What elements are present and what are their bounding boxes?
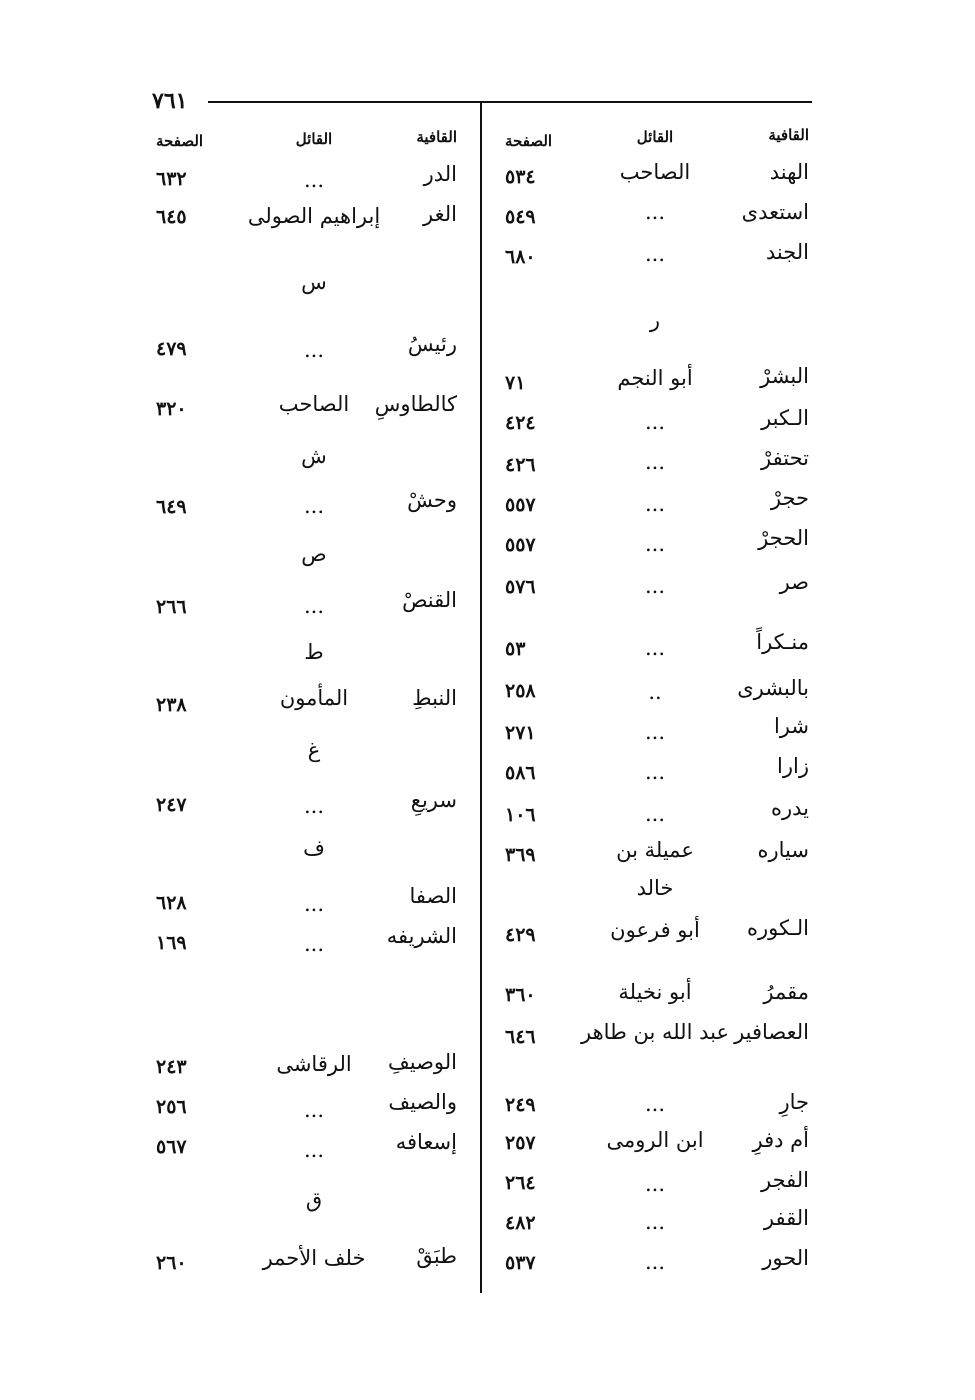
rhyme-word: رئيسُ [407,332,457,356]
poet-name: المأمون [279,686,349,710]
page-ref: ٢٤٧ [156,794,187,816]
page-ref: ٦٣٢ [156,168,187,190]
poet-name: ... [644,450,666,474]
page-ref: ٤٢٤ [505,412,536,434]
poet-name: ... [644,574,666,598]
poet-name: .. [648,680,662,704]
page-ref: ٥٤٩ [505,206,536,228]
column-divider [480,103,482,1293]
page-ref: ٥٧٦ [505,576,536,598]
page-ref: ٢٣٨ [156,694,187,716]
poet-name: ... [644,1210,666,1234]
rhyme-word: الشريفه [386,924,457,948]
rhyme-word: حجرْ [770,486,809,510]
poet-name: عميلة بن [616,838,694,862]
page-ref: ٣٦٩ [505,844,536,866]
poet-name: ... [303,1138,325,1162]
rhyme-word: البشرْ [760,364,809,388]
page-ref: ٦٢٨ [156,892,187,914]
poet-name: خلف الأحمر [262,1246,366,1270]
page-ref: ١٦٩ [156,932,187,954]
poet-name: ... [644,1092,666,1116]
poet-name: الصاحب [619,160,691,184]
rhyme-word: منـكراً [756,630,809,654]
section-letter: ق [305,1188,323,1212]
rhyme-word: جارِ [779,1090,809,1114]
right-header-qafiya: القافية [768,126,809,144]
rhyme-word: والصيف [388,1090,457,1114]
section-letter: ر [649,308,661,332]
poet-name: ... [303,794,325,818]
page-ref: ٤٢٦ [505,454,536,476]
page-ref: ٦٤٩ [156,496,187,518]
poet-name: ... [303,338,325,362]
poet-name: ... [644,532,666,556]
poet-name: ... [644,1250,666,1274]
page-ref: ١٠٦ [505,804,536,826]
rhyme-word: زارا [777,754,809,778]
rhyme-word: استعدى [741,200,809,224]
poet-name-continued: خالد [636,876,674,900]
poet-name: الصاحب [278,392,350,416]
rhyme-word: القنصْ [402,588,457,612]
page-ref: ٢٤٩ [505,1094,536,1116]
page-ref: ٤٢٩ [505,924,536,946]
page-ref: ٦٤٦ [505,1026,536,1048]
rhyme-word: الصفا [409,884,457,908]
rhyme-word: الحجرْ [758,526,809,550]
page-ref: ٧١ [505,372,526,394]
poet-name: ... [303,1098,325,1122]
page-ref: ٢٤٣ [156,1056,187,1078]
page-ref: ٢٥٦ [156,1096,187,1118]
rhyme-word: الجند [765,240,809,264]
rhyme-word: وحشْ [407,488,457,512]
page-ref: ٢٥٨ [505,680,536,702]
poet-name: ... [644,720,666,744]
poet-name: عبد الله بن طاهر [581,1020,729,1044]
poet-name: ... [303,594,325,618]
page-number: ٧٦١ [152,88,188,114]
page-ref: ٦٤٥ [156,206,187,228]
poet-name: ... [644,802,666,826]
page-ref: ٥٦٧ [156,1136,187,1158]
rhyme-word: أم دفرِ [752,1128,809,1152]
page-ref: ٦٨٠ [505,246,536,268]
rhyme-word: كالطاوسِ [374,392,457,416]
right-header-safha: الصفحة [505,132,553,150]
page-ref: ٥٨٦ [505,762,536,784]
page-ref: ٥٣٧ [505,1252,536,1274]
page-ref: ٢٥٧ [505,1132,536,1154]
poet-name: أبو النجم [617,366,693,390]
rhyme-word: مقمرُ [763,980,809,1004]
poet-name: ... [303,494,325,518]
poet-name: ... [303,892,325,916]
rhyme-word: الدر [423,162,457,186]
left-header-qafiya: القافية [416,128,457,146]
rhyme-word: شرا [773,714,809,738]
section-letter: س [301,270,327,294]
rhyme-word: بالبشرى [737,676,809,700]
rhyme-word: الغر [423,202,457,226]
page-ref: ٥٥٧ [505,534,536,556]
rhyme-word: إسعافه [395,1130,457,1154]
poet-name: ... [303,932,325,956]
rhyme-word: الوصيفِ [388,1050,457,1074]
right-header-qail: القائل [636,128,674,146]
rhyme-word: الـكوره [747,916,809,940]
rhyme-word: تحتفرْ [761,446,809,470]
poet-name: إبراهيم الصولى [247,204,381,228]
left-header-safha: الصفحة [156,132,204,150]
poet-name: الرقاشى [276,1052,352,1076]
poet-name: ... [644,242,666,266]
rhyme-word: العصافير [734,1020,809,1044]
poet-name: ... [644,760,666,784]
poet-name: أبو نخيلة [618,980,692,1004]
page-ref: ٣٦٠ [505,984,536,1006]
section-letter: ف [303,836,325,860]
page-ref: ٤٧٩ [156,338,187,360]
page-ref: ٢٦٤ [505,1172,536,1194]
section-letter: ش [301,444,327,468]
rhyme-word: الـكبر [761,406,809,430]
rhyme-word: يدره [770,796,809,820]
poet-name: ... [644,492,666,516]
page-ref: ٢٦٠ [156,1252,187,1274]
rhyme-word: النبطِ [412,686,457,710]
section-letter: غ [307,738,321,762]
page-ref: ٥٣ [505,638,526,660]
poet-name: أبو فرعون [610,918,700,942]
rhyme-word: صر [779,570,809,594]
page-ref: ٢٧١ [505,722,536,744]
poet-name: ابن الرومى [606,1128,704,1152]
poet-name: ... [644,200,666,224]
poet-name: ... [644,1172,666,1196]
page-ref: ٢٦٦ [156,596,187,618]
page-ref: ٤٨٢ [505,1212,536,1234]
page-ref: ٣٢٠ [156,398,187,420]
rhyme-word: سريعِ [410,788,457,812]
page-ref: ٥٥٧ [505,494,536,516]
rhyme-word: الهند [769,160,809,184]
rhyme-word: طبَقْ [416,1244,457,1268]
rhyme-word: الحور [762,1246,809,1270]
poet-name: ... [644,636,666,660]
section-letter: ص [301,542,327,566]
left-header-qail: القائل [295,130,333,148]
rhyme-word: سياره [757,838,809,862]
rhyme-word: القفر [763,1206,809,1230]
poet-name: ... [303,168,325,192]
top-rule [208,101,812,103]
rhyme-word: الفجر [761,1168,809,1192]
section-letter: ط [304,640,324,664]
poet-name: ... [644,410,666,434]
page-ref: ٥٣٤ [505,166,536,188]
